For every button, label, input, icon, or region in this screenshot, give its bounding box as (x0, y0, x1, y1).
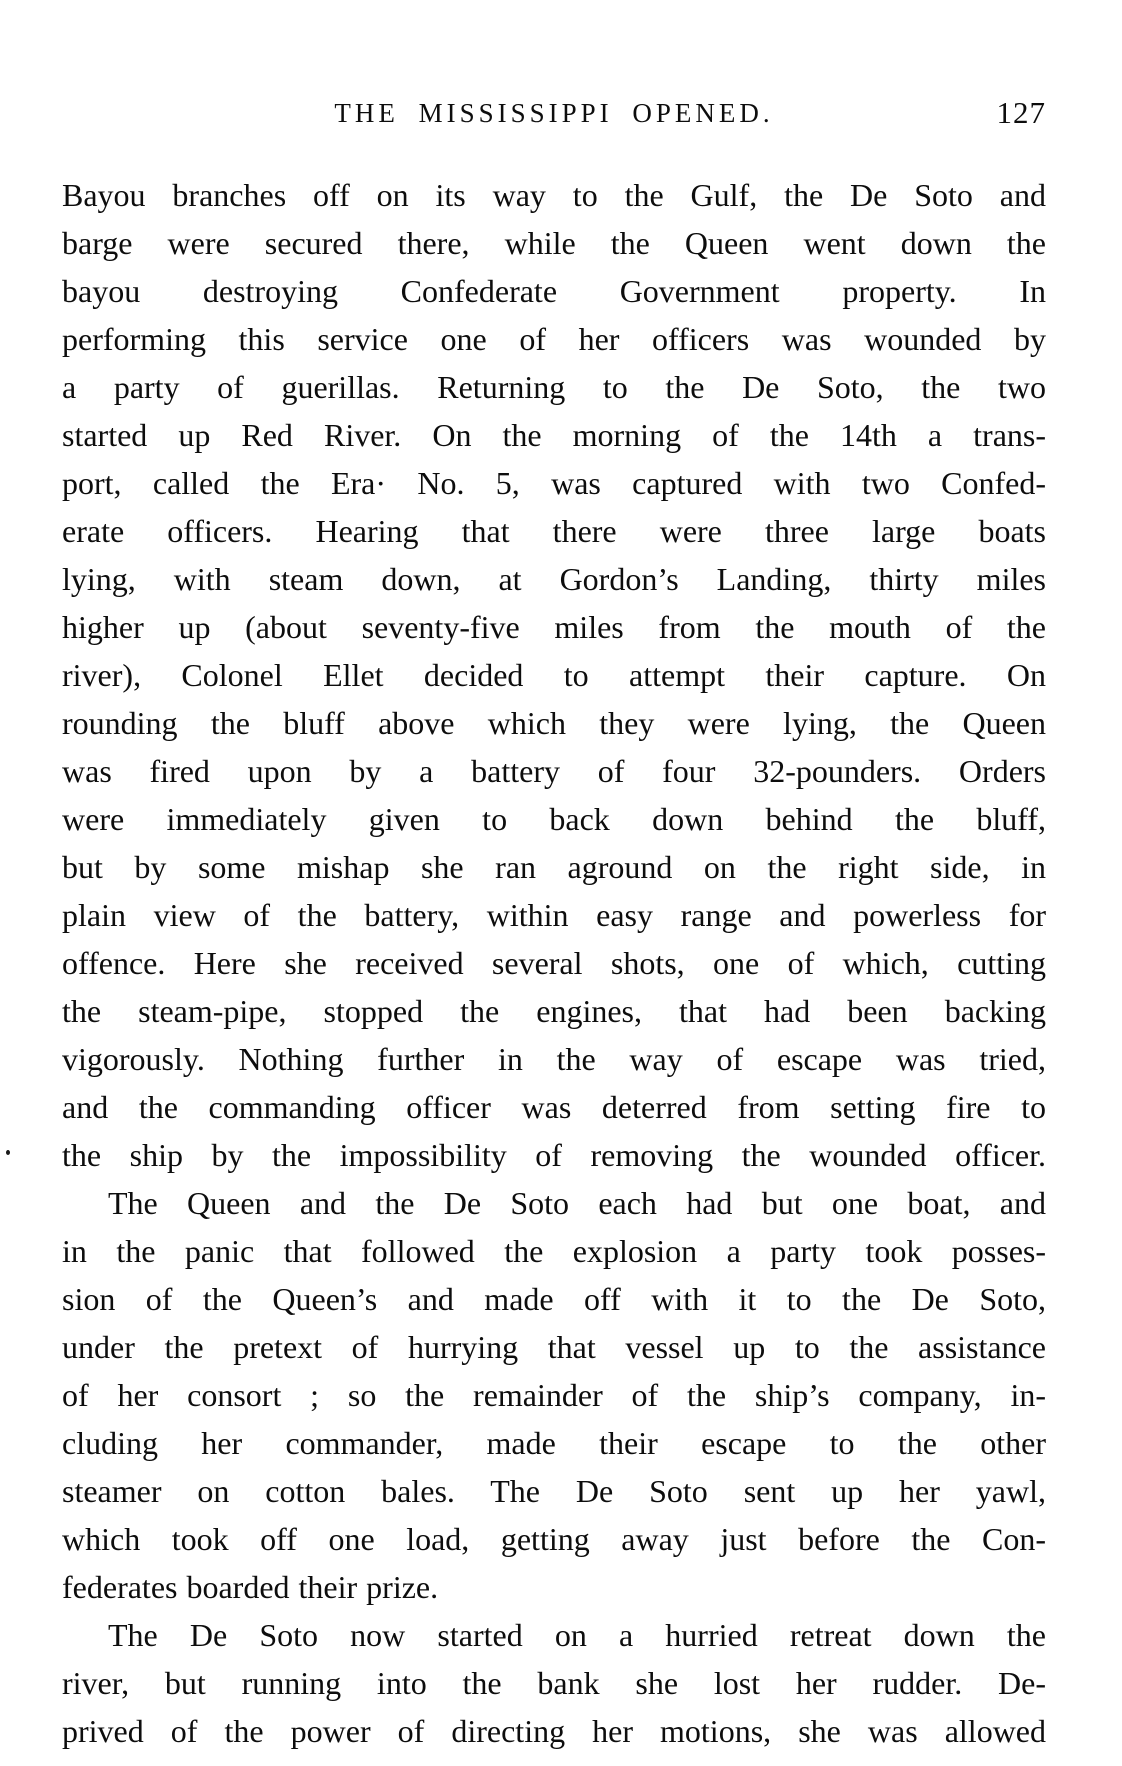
text-line: river), Colonel Ellet decided to attempt their capture. On (62, 657, 1046, 693)
paragraph (62, 171, 1046, 1179)
text-line: higher up (about seventy-five miles from the mouth of the (62, 609, 1046, 645)
text-line: was fired upon by a battery of four 32-pounders. Orders (62, 753, 1046, 789)
text-line: of her consort ; so the remainder of the ship’s company, in- (62, 1377, 1046, 1413)
body-text (62, 171, 1046, 1755)
text-line: plain view of the battery, within easy range and powerless for (62, 897, 1046, 933)
text-line: erate officers. Hearing that there were three large boats (62, 513, 1046, 549)
paragraph (62, 1179, 1046, 1611)
running-head-title: THE MISSISSIPPI OPENED. (334, 98, 774, 128)
text-line: port, called the Era· No. 5, was captured with two Confed- (62, 465, 1046, 501)
text-line: offence. Here she received several shots, one of which, cutting (62, 945, 1046, 981)
text-line: performing this service one of her officers was wounded by (62, 321, 1046, 357)
text-line: bayou destroying Confederate Government property. In (62, 273, 1046, 309)
text-line: The Queen and the De Soto each had but one boat, and (108, 1185, 1046, 1221)
text-line: The De Soto now started on a hurried retreat down the (108, 1617, 1046, 1653)
text-line: river, but running into the bank she lost her rudder. De- (62, 1665, 1046, 1701)
running-header (62, 95, 1046, 132)
text-line: rounding the bluff above which they were lying, the Queen (62, 705, 1046, 741)
page-number: 127 (996, 95, 1046, 130)
text-line: federates boarded their prize. (62, 1569, 439, 1605)
text-line: vigorously. Nothing further in the way of escape was tried, (62, 1041, 1046, 1077)
text-line: under the pretext of hurrying that vessel up to the assistance (62, 1329, 1046, 1365)
text-line: Bayou branches off on its way to the Gulf, the De Soto and (62, 177, 1046, 213)
text-line: started up Red River. On the morning of the 14th a trans- (62, 417, 1046, 453)
print-speck (6, 1150, 10, 1155)
text-line: the steam-pipe, stopped the engines, that had been backing (62, 993, 1046, 1029)
text-line: but by some mishap she ran aground on the right side, in (62, 849, 1046, 885)
text-line: and the commanding officer was deterred from setting fire to (62, 1089, 1046, 1125)
text-line: which took off one load, getting away just before the Con- (62, 1521, 1046, 1557)
paragraph (62, 1611, 1046, 1755)
text-line: the ship by the impossibility of removing the wounded officer. (62, 1137, 1046, 1173)
text-line: steamer on cotton bales. The De Soto sent up her yawl, (62, 1473, 1046, 1509)
text-line: lying, with steam down, at Gordon’s Landing, thirty miles (62, 561, 1046, 597)
text-line: were immediately given to back down behind the bluff, (62, 801, 1046, 837)
text-line: a party of guerillas. Returning to the De Soto, the two (62, 369, 1046, 405)
text-line: cluding her commander, made their escape to the other (62, 1425, 1046, 1461)
text-line: prived of the power of directing her motions, she was allowed (62, 1713, 1046, 1749)
text-line: barge were secured there, while the Queen went down the (62, 225, 1046, 261)
text-line: sion of the Queen’s and made off with it to the De Soto, (62, 1281, 1046, 1317)
text-line: in the panic that followed the explosion a party took posses- (62, 1233, 1046, 1269)
